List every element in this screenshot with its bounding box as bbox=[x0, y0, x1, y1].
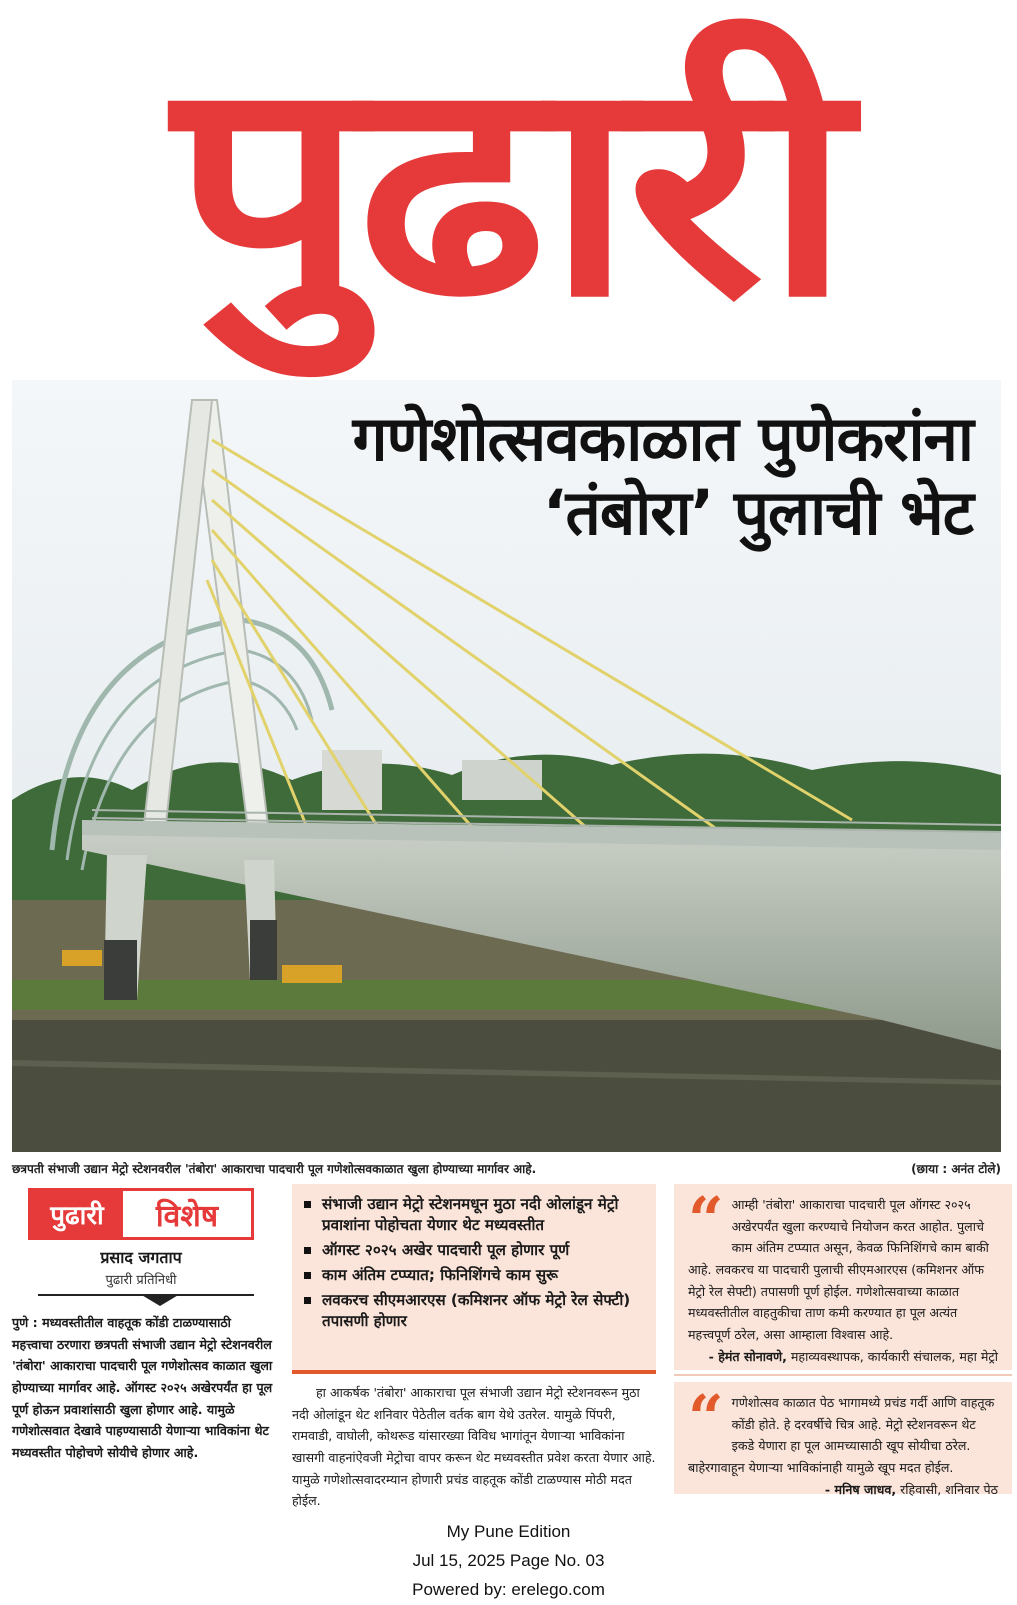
powered-by: Powered by: erelego.com bbox=[412, 1579, 605, 1599]
main-headline bbox=[273, 402, 973, 551]
edition-date: Jul 15, 2025 Page No. 03 bbox=[412, 1550, 605, 1570]
headline-line-1: गणेशोत्सवकाळात पुणेकरांना bbox=[352, 402, 973, 475]
highlights-list bbox=[300, 1194, 646, 1332]
quote-box-resident bbox=[674, 1381, 1012, 1497]
bullet-icon bbox=[304, 1247, 311, 1254]
quote-author-role: रहिवासी, शनिवार पेठ bbox=[900, 1481, 998, 1497]
highlight-item: लवकरच सीएमआरएस (कमिशनर ऑफ मेट्रो रेल सेफ्टी) तपासणी होणार bbox=[300, 1290, 646, 1332]
headline-line-2: ‘तंबोरा’ पुलाची भेट bbox=[542, 476, 973, 550]
highlight-item: ऑगस्ट २०२५ अखेर पादचारी पूल होणार पूर्ण bbox=[300, 1240, 646, 1261]
edition-name: My Pune Edition bbox=[446, 1522, 571, 1541]
quote-text: आम्ही 'तंबोरा' आकाराचा पादचारी पूल ऑगस्ट २०२५ अखेरपर्यंत खुला करण्याचे नियोजन करत आहोत. पुलाचे काम अंतिम टप्प्यात असून, केवळ फिनिशिंगचे काम बाकी आहे. लवकरच या पादचारी पुलाची सीएमआरएस (कमिशनर ऑफ मेट्रो रेल सेफ्टी) तपासणी पूर्ण होईल. गणेशोत्सवाच्या काळात मध्यवस्तीतील वाहतुकीचा ताण कमी करण्यात हा पूल अत्यंत महत्त्वपूर्ण ठरेल, असा आम्हाला विश्वास आहे. bbox=[688, 1197, 989, 1342]
reporter-arrow-icon bbox=[140, 1294, 180, 1306]
bullet-icon bbox=[304, 1272, 311, 1279]
highlights-divider bbox=[292, 1370, 656, 1374]
masthead-logo: पुढारी bbox=[172, 14, 845, 363]
edition-footer bbox=[0, 1518, 1017, 1605]
badge-label: विशेष bbox=[123, 1191, 251, 1237]
bullet-icon bbox=[304, 1297, 311, 1304]
bridge-photo bbox=[12, 380, 1001, 1152]
article-intro: पुणे : मध्यवस्तीतील वाहतूक कोंडी टाळण्यासाठी महत्त्वाचा ठरणारा छत्रपती संभाजी उद्यान मेट्रो स्टेशनवरील 'तंबोरा' आकाराचा पादचारी पूल गणेशोत्सव काळात खुला होण्याच्या मार्गावर आहे. ऑगस्ट २०२५ अखेरपर्यंत हा पूल पूर्ण होऊन प्रवाशांसाठी खुला होणार आहे. यामुळे गणेशोत्सवात देखावे पाहण्यासाठी येणाऱ्या भाविकांना थेट मध्यवस्तीत पोहोचणे सोयीचे होणार आहे. bbox=[12, 1315, 273, 1460]
highlights-box bbox=[292, 1184, 656, 1370]
quote-author: - हेमंत सोनावणे, bbox=[708, 1348, 787, 1364]
photo-caption bbox=[12, 1157, 1001, 1179]
article-body: हा आकर्षक 'तंबोरा' आकाराचा पूल संभाजी उद्यान मेट्रो स्टेशनवरून मुठा नदी ओलांडून थेट शनिवार पेठेतील वर्तक बाग येथे उतरेल. यामुळे पिंपरी, रामवाडी, वाघोली, कोथरूड यांसारख्या विविध भागांतून येणाऱ्या भाविकांना खासगी वाहनांऐवजी मेट्रोचा वापर करून थेट मध्यवस्तीत प्रवेश करता येणार आहे. यामुळे गणेशोत्सवादरम्यान होणारी प्रचंड वाहतूक कोंडी टाळण्यास मोठी मदत होईल. bbox=[292, 1385, 656, 1509]
quote-box-official bbox=[674, 1184, 1012, 1370]
bullet-icon bbox=[304, 1201, 311, 1208]
caption-text: छत्रपती संभाजी उद्यान मेट्रो स्टेशनवरील 'तंबोरा' आकाराचा पादचारी पूल गणेशोत्सवकाळात खुला होण्याच्या मार्गावर आहे. bbox=[12, 1161, 537, 1176]
highlight-item: काम अंतिम टप्प्यात; फिनिशिंगचे काम सुरू bbox=[300, 1265, 646, 1286]
photo-credit: (छाया : अनंत टोले) bbox=[911, 1161, 1001, 1176]
quote-author-role: महाव्यवस्थापक, कार्यकारी संचालक, महा मेट्रो bbox=[790, 1348, 998, 1364]
quote-attribution bbox=[688, 1346, 998, 1368]
quote-icon: “ bbox=[688, 1183, 724, 1256]
reporter-name: प्रसाद जगताप bbox=[100, 1248, 182, 1267]
quote-author: - मनिष जाधव, bbox=[824, 1481, 897, 1497]
quote-divider bbox=[674, 1374, 1012, 1376]
special-badge bbox=[28, 1188, 254, 1240]
quote-text: गणेशोत्सव काळात पेठ भागामध्ये प्रचंड गर्दी आणि वाहतूक कोंडी होते. हे दरवर्षीचे चित्र आहे. मेट्रो स्टेशनवरून थेट इकडे येणारा हा पूल आमच्यासाठी खूप सोयीचा ठरेल. बाहेरगावाहून येणाऱ्या भाविकांनाही यामुळे खूप मदत होईल. bbox=[688, 1395, 995, 1475]
masthead bbox=[0, 0, 1017, 378]
quote-attribution bbox=[688, 1479, 998, 1501]
highlight-item: संभाजी उद्यान मेट्रो स्टेशनमधून मुठा नदी ओलांडून मेट्रो प्रवाशांना पोहोचता येणार थेट मध्यवस्तीत bbox=[300, 1194, 646, 1236]
reporter-role: पुढारी प्रतिनिधी bbox=[105, 1273, 177, 1288]
badge-brand: पुढारी bbox=[31, 1191, 123, 1237]
quote-icon: “ bbox=[688, 1381, 724, 1454]
